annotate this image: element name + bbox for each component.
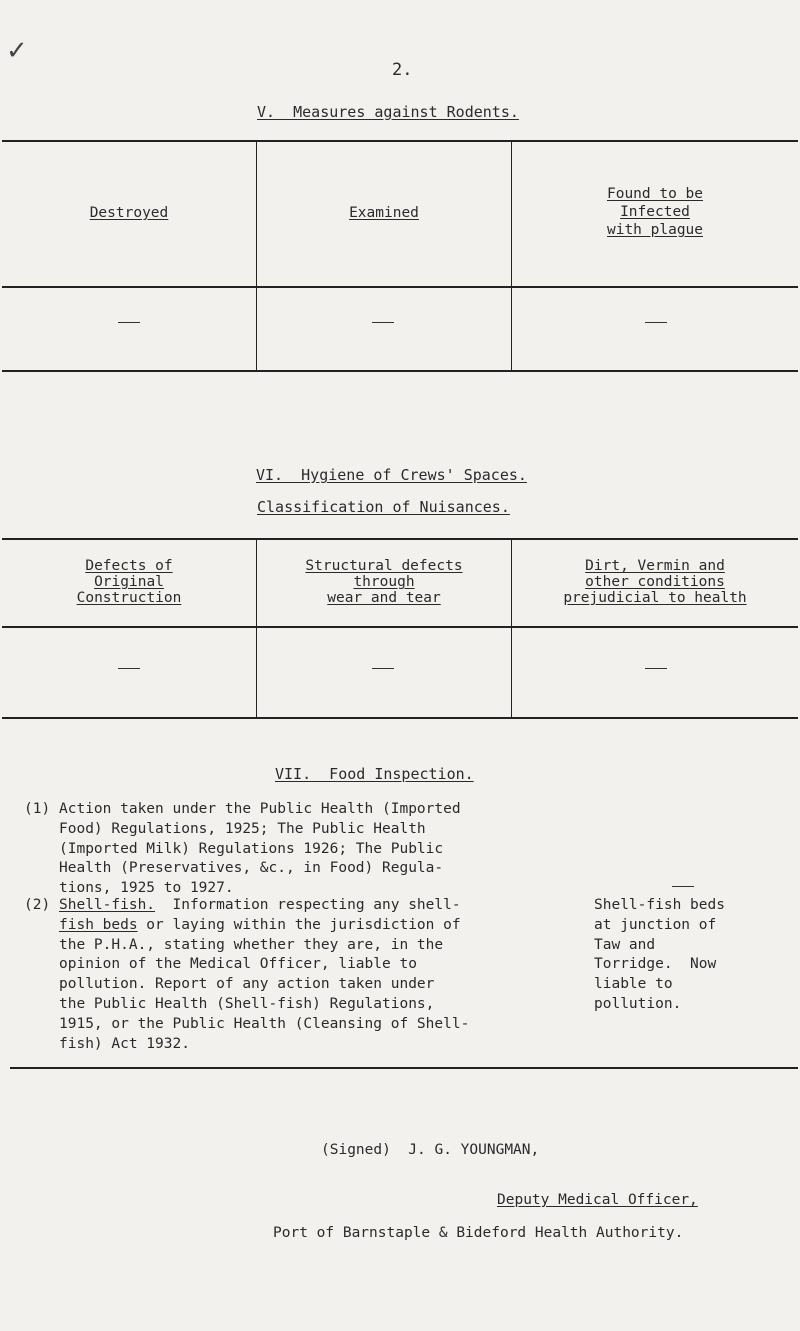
item2-line1-rest: Information respecting any shell- xyxy=(172,897,461,913)
header-examined: Examined xyxy=(349,205,419,221)
value-structural-defects xyxy=(372,668,394,669)
header-structural-defects xyxy=(257,558,511,606)
section6-title: VI. Hygiene of Crews' Spaces. xyxy=(256,466,527,484)
header-destroyed: Destroyed xyxy=(89,205,169,221)
header-col2-line3: wear and tear xyxy=(327,590,441,606)
item1-number: (1) xyxy=(24,801,51,817)
header-found-infected xyxy=(512,186,798,238)
signature-title: Deputy Medical Officer, xyxy=(497,1192,698,1208)
header-dirt-vermin xyxy=(512,558,798,606)
item2-line2-rest: or laying within the jurisdiction of xyxy=(137,916,461,933)
signature-signed: (Signed) J. G. YOUNGMAN, xyxy=(321,1142,540,1158)
item1-answer xyxy=(672,886,694,887)
value-examined xyxy=(372,322,394,323)
bottom-divider xyxy=(10,1067,798,1069)
page-number: 2. xyxy=(392,60,413,80)
item2-heading: Shell-fish. xyxy=(59,897,156,913)
section5-title-text: V. Measures against Rodents. xyxy=(257,103,519,121)
header-col2-line1: Structural defects xyxy=(305,558,463,574)
header-col2-line2: through xyxy=(353,574,415,590)
item2-text-rest: the P.H.A., stating whether they are, in the opinion of the Medical Officer, liable to pollution. Report of any action taken under the Public Health (Shell-fish) Regulations, 1915, or the Public Health (Cleansing of Shell- fish) Act 1932. xyxy=(59,936,470,1052)
item1-text: Action taken under the Public Health (Imported Food) Regulations, 1925; The Public Health (Imported Milk) Regulations 1926; The Public Health (Preservatives, &c., in Food) Regula- tions, 1925 to 1927. xyxy=(59,801,461,897)
item2-answer: Shell-fish beds at junction of Taw and Torridge. Now liable to pollution. xyxy=(594,897,725,1012)
header-col3-line1: Dirt, Vermin and xyxy=(585,558,725,574)
value-found-infected xyxy=(645,322,667,323)
header-found-line3: with plague xyxy=(606,222,704,238)
header-col3-line2: other conditions xyxy=(585,574,725,590)
header-col1-line3: Construction xyxy=(76,590,182,606)
header-defects-original xyxy=(2,558,256,606)
section7-title: VII. Food Inspection. xyxy=(275,765,474,783)
tick-mark: ✓ xyxy=(6,36,28,66)
item2-text-block xyxy=(59,896,469,1054)
signature-authority: Port of Barnstaple & Bideford Health Authority. xyxy=(273,1225,684,1241)
value-defects-original xyxy=(118,668,140,669)
section6-subtitle: Classification of Nuisances. xyxy=(257,498,510,516)
header-found-line1: Found to be xyxy=(606,186,704,202)
value-dirt-vermin xyxy=(645,668,667,669)
header-col3-line3: prejudicial to health xyxy=(563,590,747,606)
header-col1-line1: Defects of xyxy=(85,558,173,574)
item2-line2-underlined: fish beds xyxy=(59,916,138,933)
section5-title xyxy=(257,103,519,121)
header-col1-line2: Original xyxy=(94,574,164,590)
value-destroyed xyxy=(118,322,140,323)
item2-number: (2) xyxy=(24,897,51,913)
header-found-line2: Infected xyxy=(620,204,690,220)
